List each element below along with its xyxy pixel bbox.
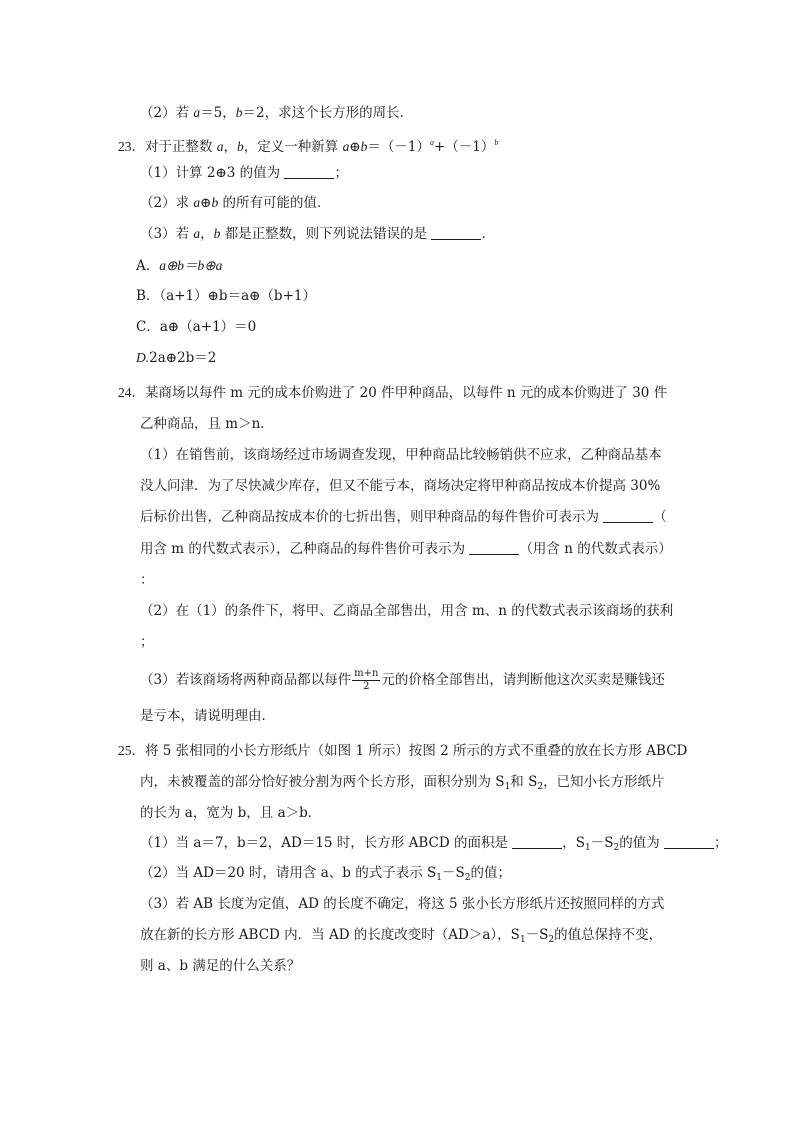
- q23-expr: ＝（－1）: [367, 139, 430, 155]
- q24-part1-text: （用含 n 的代数式表示）: [519, 541, 672, 557]
- q25-part1: [140, 834, 728, 857]
- q23-part2: （2）求 a⊕b 的所有可能的值．: [140, 195, 331, 211]
- q23-option-a: [136, 257, 222, 275]
- q24-part1-line1: （1）在销售前，该商场经过市场调查发现，甲种商品比较畅销供不应求，乙种商品基本: [140, 447, 662, 463]
- q23-part2-text: （2）求: [140, 195, 194, 211]
- q25-part2-text: 的值；: [470, 865, 511, 881]
- subscript: 2: [537, 782, 544, 792]
- option-label: C．: [136, 319, 160, 335]
- answer-blank: [469, 542, 519, 555]
- q23-part3-text: （3）若: [140, 226, 194, 242]
- q22-part2: [140, 104, 413, 122]
- q23-part1: [140, 164, 348, 182]
- q25-stem-text: 内，未被覆盖的部分恰好被分割为两个长方形，面积分别为 S: [140, 774, 505, 790]
- q23-part1-text: （1）计算 2⊕3 的值为: [140, 165, 281, 181]
- option-text: （a+1）⊕b＝a⊕（b+1）: [159, 288, 316, 304]
- q25-stem-text: 将 5 张相同的小长方形纸片（如图 1 所示）按图 2 所示的方式不重叠的放在长方形 ABCD: [145, 743, 688, 759]
- q25-part3-line2: 放在新的长方形 ABCD 内．当 AD 的长度改变时（AD＞a），$S_1-S_2$的值总保持不变，: [140, 927, 663, 945]
- answer-blank: [512, 836, 562, 849]
- q25-stem-text: 和 S: [510, 774, 538, 790]
- punctuation: （: [653, 509, 667, 525]
- q22-part2-text: （2）若: [140, 105, 194, 121]
- option-label: B．: [136, 288, 160, 304]
- punctuation: ．: [481, 226, 495, 242]
- q23-stem: 23．对于正整数 a，b，定义一种新算 $a\oplus b=(-1)^a+(-1)^b$: [118, 138, 499, 155]
- q25-stem-line3: 的长为 a，宽为 b，且 a＞b．: [140, 805, 322, 821]
- exponent-b: b: [494, 138, 499, 147]
- q22-part2-text: ＝2，求这个长方形的周长．: [242, 105, 414, 121]
- q24-part2-line2: ；: [140, 634, 154, 650]
- q24-part1-text: 用含 m 的代数式表示），乙种商品的每件售价可表示为: [140, 541, 466, 557]
- q23-expr: +（－1）: [434, 139, 495, 155]
- option-text: a⊕b＝b⊕a: [159, 258, 223, 273]
- q25-part3-text: 放在新的长方形 ABCD 内．当 AD 的长度改变时（AD＞a），S: [140, 927, 520, 943]
- q25-part3-line3: 则 a、b 满足的什么关系？: [140, 958, 301, 974]
- var-a: a: [193, 105, 201, 120]
- q24-part3-text: 元的价格全部售出，请判断他这次买卖是赚钱还: [381, 672, 665, 688]
- q23-option-c: [136, 318, 256, 336]
- subscript: 2: [464, 873, 471, 883]
- q22-part2-text: ＝5，: [200, 105, 236, 121]
- q24-part2-line1: （2）在（1）的条件下，将甲、乙商品全部售出，用含 m、n 的代数式表示该商场的获利: [140, 603, 674, 619]
- q25-stem-line2: [140, 773, 665, 796]
- option-label: A．: [136, 258, 160, 274]
- q24-stem-text: 某商场以每件 m 元的成本价购进了 20 件甲种商品，以每件 n 元的成本价购进了 30 件: [145, 385, 668, 401]
- q23-option-d: [136, 349, 216, 367]
- subscript: 1: [519, 935, 526, 945]
- subscript: 1: [504, 782, 511, 792]
- answer-blank: [431, 227, 481, 240]
- option-label: D.: [136, 350, 150, 365]
- q24-part3-line2: 是亏本，请说明理由．: [140, 708, 275, 724]
- subscript: 1: [436, 873, 442, 883]
- subscript: 2: [548, 935, 555, 945]
- q24-part1-line3: [140, 508, 667, 526]
- q24-stem-line1: [118, 384, 667, 402]
- fraction-numerator: m+n: [354, 668, 379, 679]
- q24-part1-line5: ：: [140, 572, 154, 588]
- fraction-denominator: 2: [363, 681, 370, 692]
- q24-part1-line4: [140, 540, 672, 558]
- q25-part3-line1: （3）若 AB 长度为定值，AD 的长度不确定，将这 5 张小长方形纸片还按照同样的方式: [140, 896, 665, 912]
- q24-part1-line2: 没人问津．为了尽快减少库存，但又不能亏本，商场决定将甲种商品按成本价提高 30%: [140, 478, 661, 494]
- var-b: b: [235, 105, 243, 120]
- question-number: 23．: [118, 139, 145, 154]
- option-text: 2a⊕2b＝2: [149, 350, 217, 366]
- q23-option-b: [136, 287, 316, 305]
- q23-part3: （3）若 a，b 都是正整数，则下列说法错误的是 ．: [140, 226, 495, 242]
- q24-stem-line2: 乙种商品，且 m＞n．: [140, 416, 274, 432]
- q25-part2: （2）当 AD＝20 时，请用含 a、b 的式子表示 $S_1-S_2$的值；: [140, 865, 511, 883]
- q24-part3-text: （3）若该商场将两种商品都以每件: [140, 672, 352, 688]
- option-text: a⊕（a+1）＝0: [159, 319, 257, 335]
- q24-part3-line1: [140, 668, 665, 693]
- q25-part2-text: （2）当 AD＝20 时，请用含 a、b 的式子表示 S: [140, 865, 437, 881]
- exponent-a: a: [430, 138, 434, 147]
- answer-blank: [664, 836, 714, 849]
- q25-stem-text: ，已知小长方形纸片: [543, 774, 665, 790]
- q25-part3-text: 的值总保持不变，: [554, 927, 663, 943]
- q23-part3-text: 都是正整数，则下列说法错误的是: [224, 226, 428, 242]
- question-number: 25．: [118, 743, 145, 758]
- subscript: 1: [585, 843, 591, 853]
- subscript: 2: [613, 843, 620, 853]
- punctuation: ；: [714, 835, 728, 851]
- q23-stem-text: ，定义一种新算: [243, 139, 343, 155]
- q25-part1-text: ，S: [562, 835, 585, 851]
- q23-part2-text: 的所有可能的值．: [222, 195, 331, 211]
- q25-part1-text: （1）当 a＝7，b＝2，AD＝15 时，长方形 ABCD 的面积是: [140, 835, 508, 851]
- answer-blank: [284, 166, 334, 179]
- question-number: 24．: [118, 385, 145, 400]
- punctuation: ；: [334, 165, 348, 181]
- answer-blank: [603, 510, 653, 523]
- q25-stem-line1: [118, 742, 687, 760]
- q24-part1-text: 后标价出售，乙种商品按成本价的七折出售，则甲种商品的每件售价可表示为: [140, 509, 599, 525]
- q25-part1-text: 的值为: [619, 835, 660, 851]
- q25-part1-text: －S: [590, 835, 614, 851]
- fraction: [352, 668, 380, 693]
- q23-stem-text: 对于正整数: [145, 139, 217, 155]
